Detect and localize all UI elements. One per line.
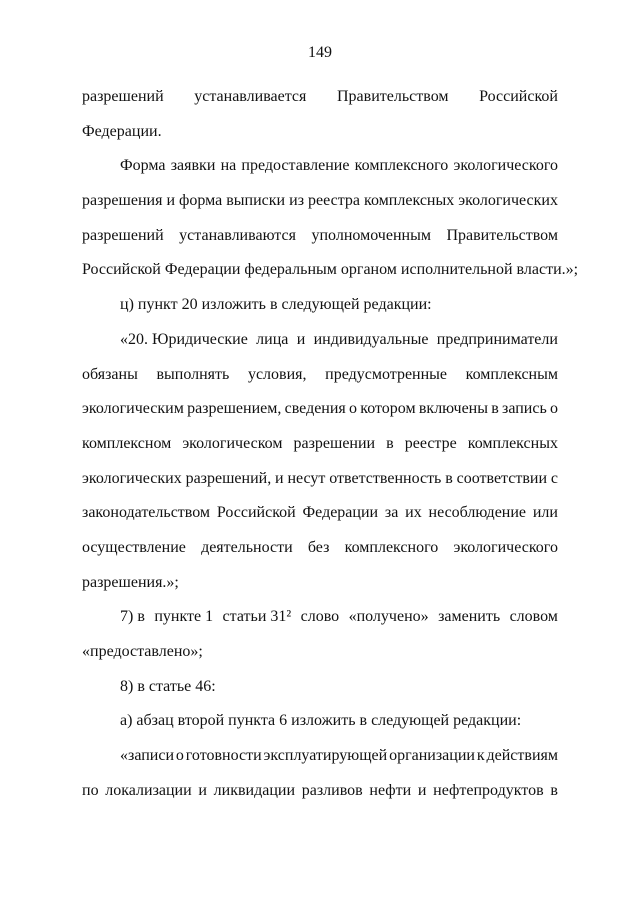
word: о bbox=[175, 747, 184, 765]
word: индивидуальные bbox=[313, 330, 429, 348]
word: ликвидации bbox=[213, 781, 296, 799]
text-line: «предоставлено»; bbox=[82, 643, 203, 660]
word: за bbox=[384, 504, 399, 522]
word: разрешения bbox=[82, 192, 163, 210]
word: комплексным bbox=[465, 365, 558, 383]
word: пункте 1 bbox=[154, 608, 214, 626]
word: заявки bbox=[170, 157, 216, 175]
word: устанавливаются bbox=[179, 226, 296, 244]
word: экологического bbox=[453, 538, 558, 556]
word: комплексного bbox=[344, 538, 439, 556]
text-line bbox=[82, 531, 558, 566]
word: разрешении bbox=[293, 434, 376, 452]
word: эксплуатирующей bbox=[263, 747, 388, 765]
word: обязаны bbox=[82, 365, 138, 383]
word: их bbox=[405, 504, 422, 522]
word: комплексного bbox=[354, 157, 449, 175]
word: или bbox=[532, 504, 558, 522]
word: выписки bbox=[226, 192, 286, 210]
word: котором bbox=[360, 400, 416, 418]
word: сведения bbox=[284, 400, 346, 418]
word: разливов bbox=[301, 781, 363, 799]
word: разрешений, bbox=[185, 469, 272, 487]
word: законодательством bbox=[82, 504, 211, 522]
text-line bbox=[82, 739, 558, 774]
word: о bbox=[349, 400, 358, 418]
word: соответствии bbox=[456, 469, 548, 487]
word: реестре bbox=[404, 434, 457, 452]
word: разрешений bbox=[82, 226, 164, 244]
word: устанавливается bbox=[194, 88, 307, 105]
word: локализации bbox=[105, 781, 192, 799]
word: условия, bbox=[247, 365, 307, 383]
word: о bbox=[549, 400, 558, 418]
word: в bbox=[491, 400, 499, 418]
word: Российской bbox=[479, 88, 558, 105]
word: «записи bbox=[120, 747, 174, 765]
word: словом bbox=[509, 608, 558, 626]
word: экологическом bbox=[182, 434, 283, 452]
document-body bbox=[82, 80, 579, 808]
text-line bbox=[82, 462, 558, 497]
word: Федерации bbox=[302, 504, 379, 522]
word: «20. Юридические bbox=[120, 330, 248, 348]
page-number: 149 bbox=[308, 44, 332, 61]
word: экологическим bbox=[82, 400, 184, 418]
word: к bbox=[476, 747, 485, 765]
word: статьи 31² bbox=[222, 608, 292, 626]
word: в bbox=[550, 781, 558, 799]
word: действиям bbox=[486, 747, 558, 765]
word: и bbox=[198, 781, 207, 799]
word: запись bbox=[502, 400, 547, 418]
word: Правительством bbox=[337, 88, 449, 105]
word: с bbox=[550, 469, 558, 487]
word: без bbox=[307, 538, 330, 556]
word: лица bbox=[256, 330, 289, 348]
word: несут bbox=[287, 469, 326, 487]
text-line: а) абзац второй пункта 6 изложить в следующей редакции: bbox=[120, 712, 522, 730]
text-line bbox=[82, 427, 558, 462]
word: уполномоченным bbox=[311, 226, 431, 244]
word: нефтепродуктов bbox=[433, 781, 544, 799]
text-line bbox=[82, 184, 558, 219]
word: форма bbox=[179, 192, 223, 210]
word: Форма bbox=[120, 157, 166, 175]
word: готовности bbox=[185, 747, 262, 765]
word: Правительством bbox=[446, 226, 558, 244]
text-line bbox=[82, 774, 558, 809]
word: включены bbox=[418, 400, 488, 418]
word: несоблюдение bbox=[428, 504, 527, 522]
word: в bbox=[386, 434, 394, 452]
word: предприниматели bbox=[436, 330, 558, 348]
word: в bbox=[445, 469, 453, 487]
text-line bbox=[82, 392, 558, 427]
text-line: Федерации. bbox=[82, 122, 162, 140]
word: 7) в bbox=[120, 608, 145, 626]
word: реестра bbox=[308, 192, 361, 210]
word: экологических bbox=[82, 469, 182, 487]
word: нефти bbox=[369, 781, 412, 799]
text-line: Российской Федерации федеральным органом исполнительной власти.»; bbox=[82, 261, 579, 279]
word: и bbox=[296, 330, 306, 348]
word: комплексном bbox=[82, 434, 172, 452]
word: ответственность bbox=[329, 469, 442, 487]
word: разрешением, bbox=[187, 400, 282, 418]
word: разрешений bbox=[82, 88, 164, 105]
word: предусмотренные bbox=[325, 365, 448, 383]
text-line: ц) пункт 20 изложить в следующей редакции: bbox=[120, 296, 432, 314]
text-line bbox=[82, 496, 558, 531]
text-line bbox=[82, 219, 558, 254]
word: экологических bbox=[458, 192, 558, 210]
word: организации bbox=[389, 747, 475, 765]
word: предоставление bbox=[241, 157, 350, 175]
text-line: разрешения.»; bbox=[82, 573, 179, 591]
word: комплексных bbox=[467, 434, 558, 452]
word: осуществление bbox=[82, 538, 186, 556]
word: на bbox=[220, 157, 237, 175]
word: Российской bbox=[216, 504, 296, 522]
text-line bbox=[82, 149, 558, 184]
word: заменить bbox=[438, 608, 501, 626]
text-line bbox=[82, 358, 558, 393]
text-line bbox=[82, 323, 558, 358]
word: экологического bbox=[453, 157, 558, 175]
word: слово bbox=[300, 608, 340, 626]
word: и bbox=[166, 192, 175, 210]
word: и bbox=[275, 469, 284, 487]
word: выполнять bbox=[156, 365, 230, 383]
word: «получено» bbox=[348, 608, 429, 626]
text-line: 8) в статье 46: bbox=[120, 677, 216, 695]
word: из bbox=[289, 192, 305, 210]
word: комплексных bbox=[364, 192, 455, 210]
text-line bbox=[82, 600, 558, 635]
word: по bbox=[82, 781, 99, 799]
word: деятельности bbox=[201, 538, 293, 556]
text-line bbox=[82, 80, 558, 115]
word: и bbox=[417, 781, 427, 799]
